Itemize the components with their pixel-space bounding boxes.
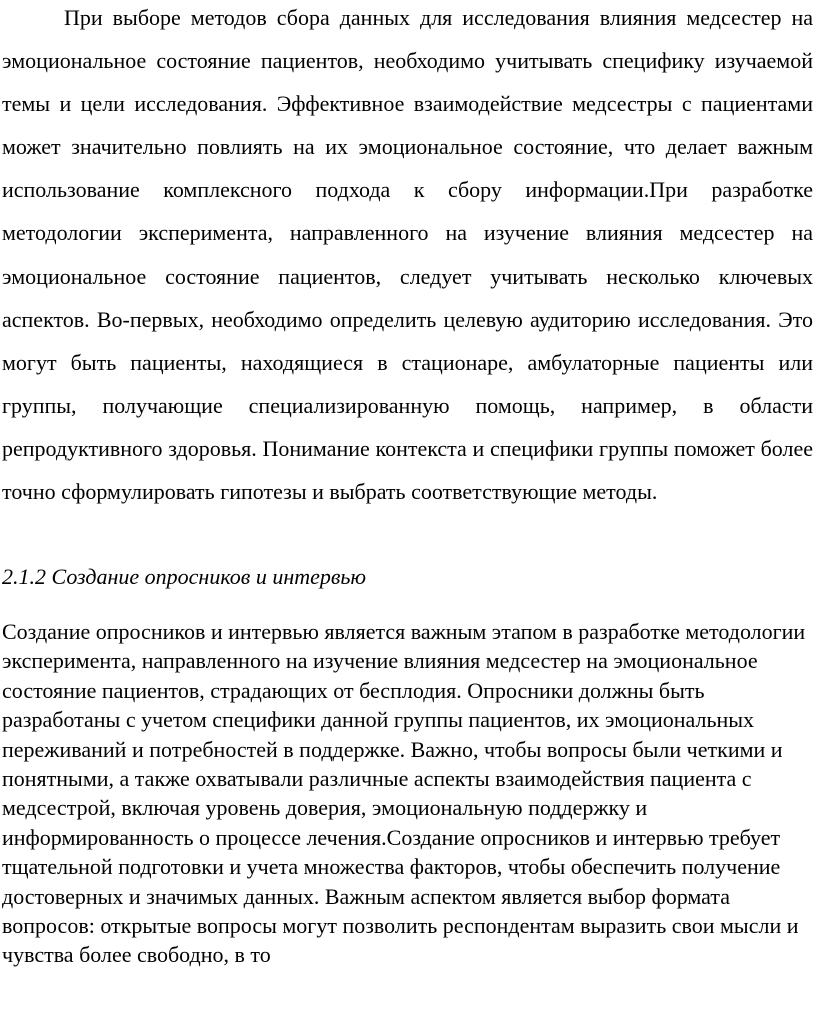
body-paragraph: При выборе методов сбора данных для исследования влияния медсестер на эмоциональное состояние пациентов, необходимо учитывать специфику изучаемой темы и цели исследования. Эффективное взаимодействие медсестры с пациентами может значительно повлиять на их эмоциональное состояние, что делает важным использование комплексного подхода к сбору информации.При разработке методологии эксперимента, направленного на изучение влияния медсестер на эмоциональное состояние пациентов, следует учитывать несколько ключевых аспектов. Во-первых, необходимо определить целевую аудиторию исследования. Это могут быть пациенты, находящиеся в стационаре, амбулаторные пациенты или группы, получающие специализированную помощь, например, в области репродуктивного здоровья. Понимание контекста и специфики группы поможет более точно сформулировать гипотезы и выбрать соответствующие методы. (2, 5, 813, 505)
section-heading: 2.1.2 Создание опросников и интервью (2, 564, 366, 589)
body-paragraph: Создание опросников и интервью является важным этапом в разработке методологии эксперимента, направленного на изучение влияния медсестер на эмоциональное состояние пациентов, страдающих от бесплодия. Опросники должны быть разработаны с учетом специфики данной группы пациентов, их эмоциональных переживаний и потребностей в поддержке. Важно, чтобы вопросы были четкими и понятными, а также охватывали различные аспекты взаимодействия пациента с медсестрой, включая уровень доверия, эмоциональную поддержку и информированность о процессе лечения.Создание опросников и интервью требует тщательной подготовки и учета множества факторов, чтобы обеспечить получение достоверных и значимых данных. Важным аспектом является выбор формата вопросов: открытые вопросы могут позволить респондентам выразить свои мысли и чувства более свободно, в то (2, 619, 806, 968)
